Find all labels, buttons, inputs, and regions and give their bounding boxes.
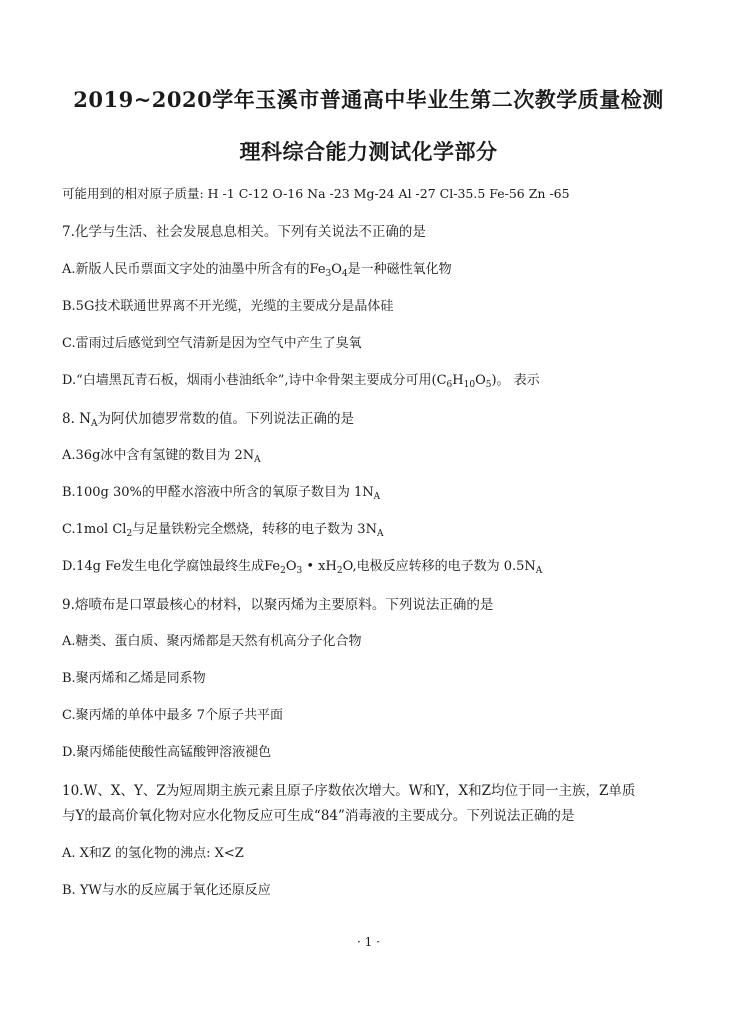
question-9-option-d: D.聚丙烯能使酸性高锰酸钾溶液褪色 xyxy=(62,745,272,760)
question-9-option-a: A.糖类、蛋白质、聚丙烯都是天然有机高分子化合物 xyxy=(62,634,362,649)
question-8-option-a: A.36g冰中含有氢键的数目为 $2N_A$ xyxy=(62,448,261,465)
question-8-option-b: B.100g 30%的甲醛水溶液中所含的氧原子数目为 $1N_A$ xyxy=(62,485,381,502)
question-9-stem: 9.熔喷布是口罩最核心的材料，以聚丙烯为主要原料。下列说法正确的是 xyxy=(62,597,494,613)
page-subtitle: 理科综合能力测试化学部分 xyxy=(239,139,498,164)
question-7-option-a: A.新版人民币票面文字处的油墨中所含有的$Fe_3O_4$是一种磁性氧化物 xyxy=(62,262,452,279)
question-9-option-c: C.聚丙烯的单体中最多 7个原子共平面 xyxy=(62,708,284,723)
page-number: · 1 · xyxy=(357,935,380,949)
question-10-option-a: A. X和Z 的氢化物的沸点: X<Z xyxy=(62,846,244,861)
question-10-stem-line-1: 10.W、X、Y、Z为短周期主族元素且原子序数依次增大。W和Y，X和Z均位于同一主族，Z单质 xyxy=(62,783,636,799)
atomic-masses-note: 可能用到的相对原子质量: H -1 C-12 O-16 Na -23 Mg-24 Al -27 Cl-35.5 Fe-56 Zn -65 xyxy=(62,186,570,201)
page-title: 2019~2020学年玉溪市普通高中毕业生第二次教学质量检测 xyxy=(73,87,664,112)
question-9-option-b: B.聚丙烯和乙烯是同系物 xyxy=(62,671,206,686)
question-8-stem: 8. $N_A$为阿伏加德罗常数的值。下列说法正确的是 xyxy=(62,411,354,429)
question-7-stem: 7.化学与生活、社会发展息息相关。下列有关说法不正确的是 xyxy=(62,224,426,240)
question-10-option-b: B. YW与水的反应属于氧化还原反应 xyxy=(62,883,271,898)
question-8-option-d: D.14g Fe发生电化学腐蚀最终生成$Fe_2O_3$ • $xH_2O$,电极反应转移的电子数为 $0.5N_A$ xyxy=(62,559,543,576)
question-10-stem-line-2: 与Y的最高价氧化物对应水化物反应可生成“84”消毒液的主要成分。下列说法正确的是 xyxy=(62,808,575,824)
question-7-option-c: C.雷雨过后感觉到空气清新是因为空气中产生了臭氧 xyxy=(62,336,362,351)
question-7-option-d: D.“白墙黑瓦青石板，烟雨小巷油纸伞”,诗中伞骨架主要成分可用$(C_6H_{10}O_5)$。 表示 xyxy=(62,373,540,390)
question-8-option-c: C.1mol $Cl_2$与足量铁粉完全燃烧，转移的电子数为 $3N_A$ xyxy=(62,522,384,539)
question-7-option-b: B.5G技术联通世界离不开光缆，光缆的主要成分是晶体硅 xyxy=(62,299,394,314)
